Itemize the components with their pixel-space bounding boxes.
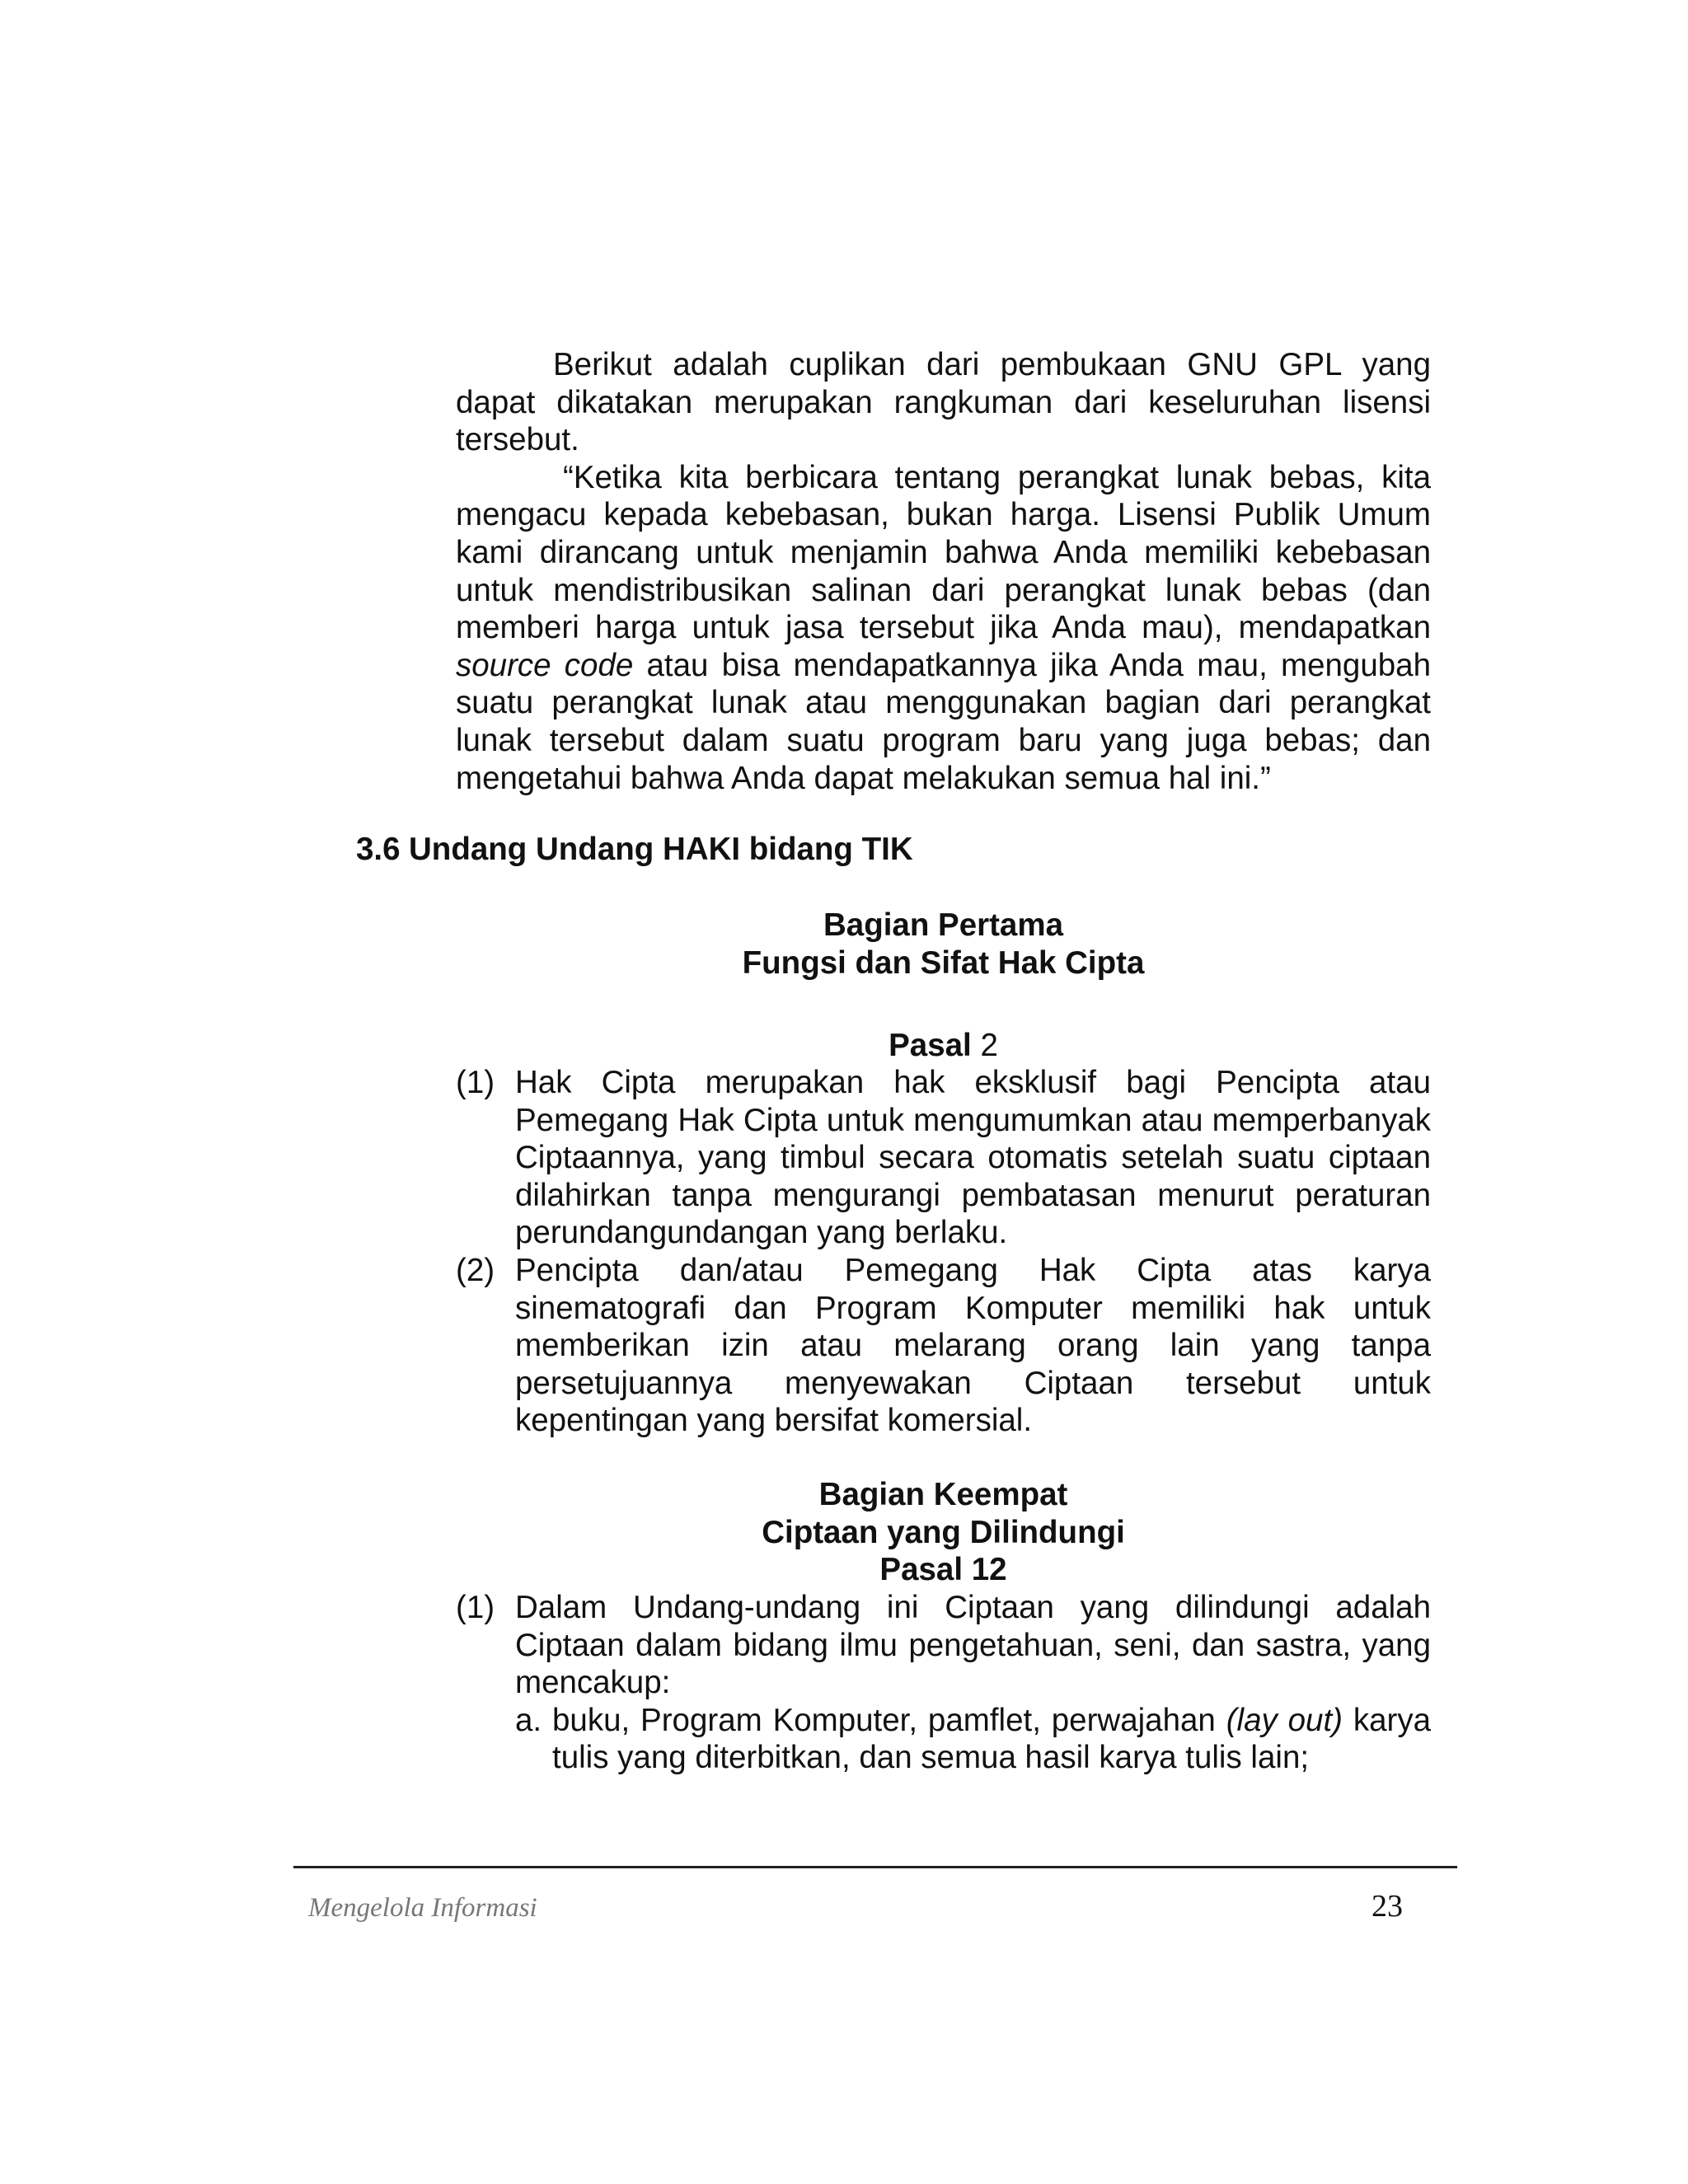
part1-heading: Bagian Pertama xyxy=(823,907,1063,943)
pasal-2-label: Pasal xyxy=(889,1028,972,1063)
sub-item-part1: buku, Program Komputer, pamflet, perwajahan xyxy=(552,1702,1226,1738)
section-number: 3.6 xyxy=(356,832,401,867)
sub-list-marker: a. xyxy=(515,1702,542,1738)
part1-subheading: Fungsi dan Sifat Hak Cipta xyxy=(742,944,1145,981)
part4-subheading: Ciptaan yang Dilindungi xyxy=(762,1514,1125,1550)
gpl-quote-italic: source code xyxy=(456,647,634,683)
pasal-12-heading: Pasal 12 xyxy=(879,1552,1007,1588)
list-item xyxy=(456,1589,1431,1702)
page-number: 23 xyxy=(1372,1889,1403,1924)
sub-item-italic: (lay out) xyxy=(1226,1702,1343,1738)
section-title: Undang Undang HAKI bidang TIK xyxy=(409,832,913,867)
section-heading xyxy=(356,831,913,869)
intro-paragraph: Berikut adalah cuplikan dari pembukaan GNU GPL yang dapat dikatakan merupakan rangkuman dari keseluruhan lisensi tersebut. xyxy=(456,347,1431,458)
pasal-2-number: 2 xyxy=(971,1028,998,1063)
intro-block xyxy=(456,346,1431,797)
list-marker: (2) xyxy=(456,1252,495,1288)
pasal-2-heading xyxy=(456,1027,1431,1065)
list-item-text: Hak Cipta merupakan hak eksklusif bagi Pencipta atau Pemegang Hak Cipta untuk mengumumkan atau memperbanyak Ciptaannya, yang timbul secara otomatis setelah suatu ciptaan dilahirkan tanpa mengurangi pembatasan menurut peraturan perundangundangan yang berlaku. xyxy=(515,1065,1431,1251)
pasal-2-list xyxy=(456,1064,1431,1440)
list-marker: (1) xyxy=(456,1065,495,1100)
part1-heading-block xyxy=(456,907,1431,982)
footer-divider xyxy=(293,1866,1457,1868)
gpl-quote-part2: atau bisa mendapatkannya jika Anda mau, mengubah suatu perangkat lunak atau menggunakan bagian dari perangkat lunak tersebut dalam suatu program baru yang juga bebas; dan mengetahui bahwa Anda dapat melakukan semua hal ini.” xyxy=(456,647,1431,796)
list-item-text: Dalam Undang-undang ini Ciptaan yang dilindungi adalah Ciptaan dalam bidang ilmu pengetahuan, seni, dan sastra, yang mencakup: xyxy=(515,1590,1431,1701)
pasal-12-list xyxy=(456,1589,1431,1777)
sub-item-part2: karya tulis yang diterbitkan, dan semua hasil karya tulis lain; xyxy=(552,1702,1432,1776)
part4-heading-block xyxy=(456,1476,1431,1589)
list-item xyxy=(456,1252,1431,1440)
part4-heading: Bagian Keempat xyxy=(818,1477,1068,1512)
sub-list-item xyxy=(456,1702,1431,1777)
list-marker: (1) xyxy=(456,1590,495,1625)
list-item-text: Pencipta dan/atau Pemegang Hak Cipta atas karya sinematografi dan Program Komputer memiliki hak untuk memberikan izin atau melarang orang lain yang tanpa persetujuannya menyewakan Ciptaan tersebut untuk kepentingan yang bersifat komersial. xyxy=(515,1252,1431,1439)
gpl-quote xyxy=(456,459,1431,797)
gpl-quote-part1: “Ketika kita berbicara tentang perangkat lunak bebas, kita mengacu kepada kebebasan, bukan harga. Lisensi Publik Umum kami dirancang untuk menjamin bahwa Anda memiliki kebebasan untuk mendistribusikan salinan dari perangkat lunak bebas (dan memberi harga untuk jasa tersebut jika Anda mau), mendapatkan xyxy=(456,459,1431,646)
footer-title: Mengelola Informasi xyxy=(308,1893,537,1923)
list-item xyxy=(456,1064,1431,1252)
